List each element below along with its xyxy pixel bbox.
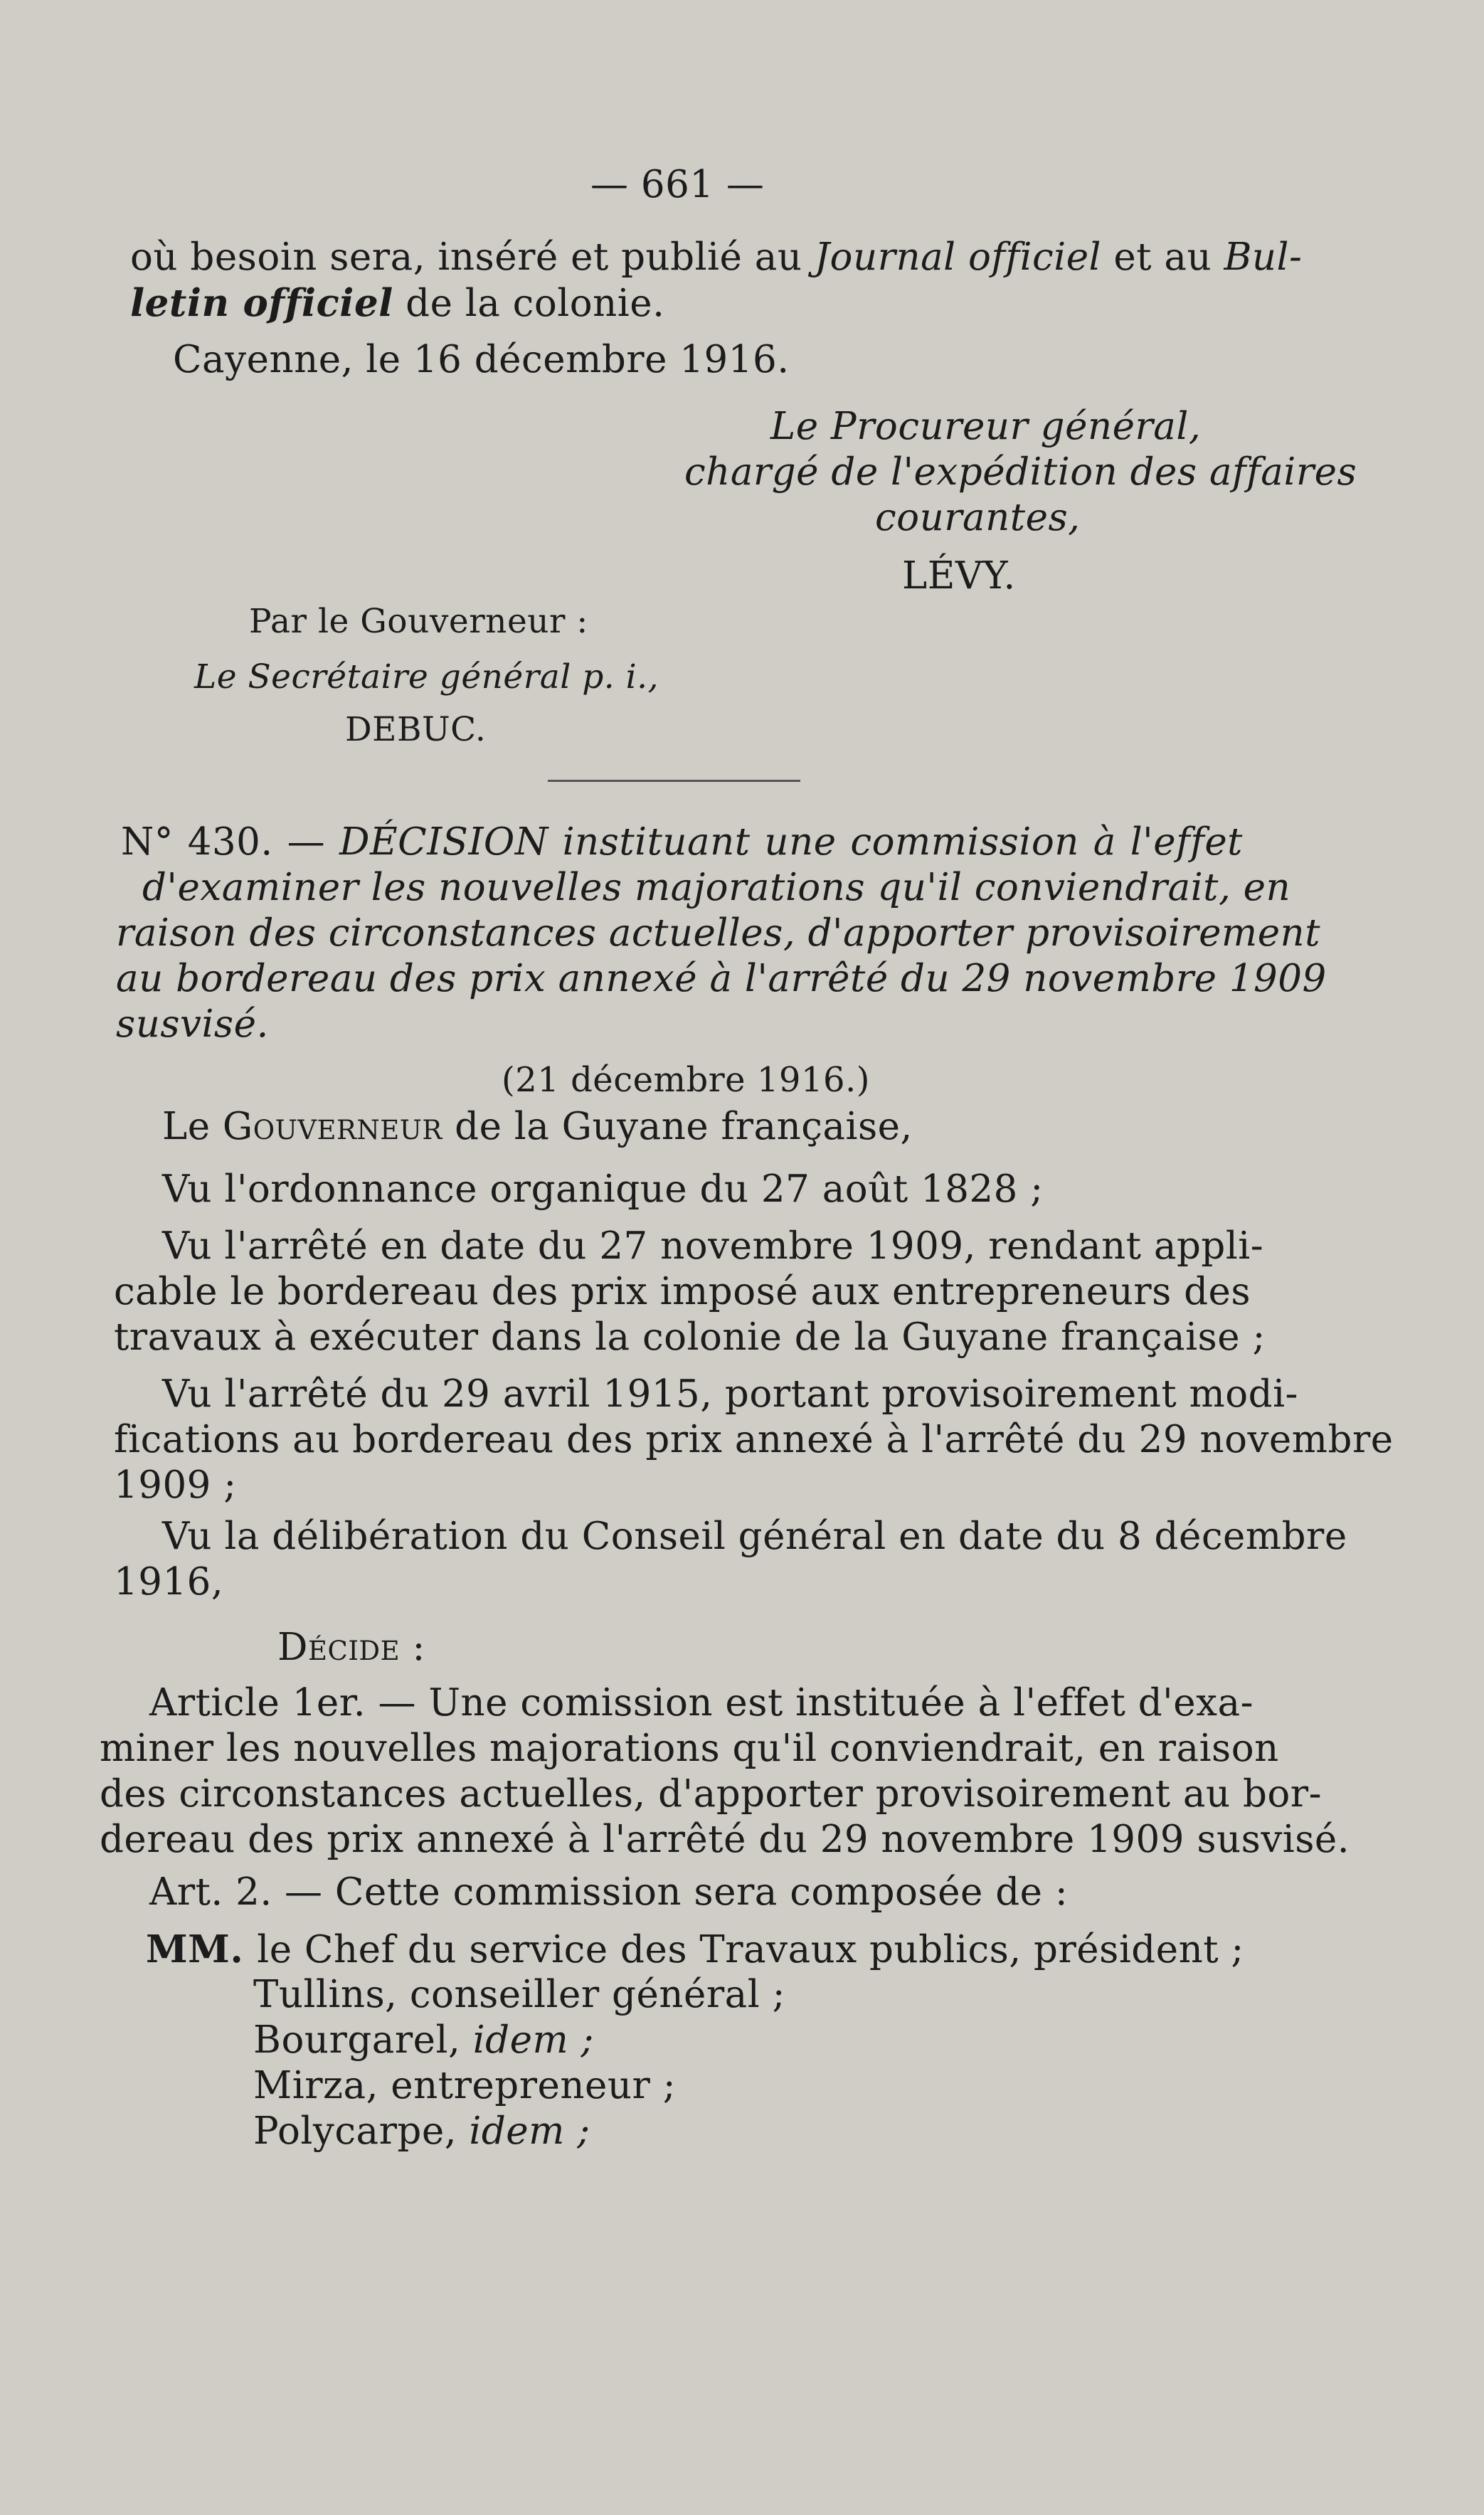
decision-heading-4: au bordereau des prix annexé à l'arrêté du 29 novembre 1909 (116, 957, 1327, 1000)
decision-date: (21 décembre 1916.) (502, 1060, 870, 1100)
decision-heading-5: susvisé. (116, 1002, 269, 1046)
secretaire-general: Le Secrétaire général p. i., (194, 657, 659, 697)
vu-arrete-1915-line-3: 1909 ; (114, 1463, 237, 1507)
member-list-item: Mirza, entrepreneur ; (253, 2064, 677, 2107)
decision-heading-2: d'examiner les nouvelles majorations qu'il conviendrait, en (142, 866, 1291, 909)
intro-line-1: où besoin sera, inséré et publié au Journal officiel et au Bul- (130, 235, 1303, 279)
article-1-line-3: des circonstances actuelles, d'apporter provisoirement au bor- (100, 1772, 1323, 1816)
vu-ordonnance: Vu l'ordonnance organique du 27 août 1828 ; (162, 1168, 1044, 1211)
decide-heading: Décide : (277, 1626, 425, 1669)
vu-deliberation-line-1: Vu la délibération du Conseil général en date du 8 décembre (162, 1515, 1347, 1558)
article-1-line-4: dereau des prix annexé à l'arrêté du 29 novembre 1909 susvisé. (100, 1818, 1350, 1861)
vu-arrete-1909-line-2: cable le bordereau des prix imposé aux entrepreneurs des (114, 1270, 1251, 1313)
vu-arrete-1915-line-2: fications au bordereau des prix annexé à l'arrêté du 29 novembre (114, 1418, 1394, 1461)
vu-arrete-1909-line-3: travaux à exécuter dans la colonie de la Guyane française ; (114, 1315, 1266, 1359)
vu-deliberation-line-2: 1916, (114, 1560, 224, 1604)
intro-line-2: letin officiel de la colonie. (130, 281, 665, 325)
date-line: Cayenne, le 16 décembre 1916. (173, 338, 790, 381)
procureur-title: Le Procureur général, (770, 405, 1202, 448)
vu-arrete-1915-line-1: Vu l'arrêté du 29 avril 1915, portant provisoirement modi- (162, 1372, 1298, 1416)
procureur-name: LÉVY. (902, 554, 1016, 598)
member-list-item: MM. le Chef du service des Travaux publics, président ; (146, 1927, 1244, 1971)
member-list-item: Tullins, conseiller général ; (253, 1973, 785, 2016)
procureur-charge-1: chargé de l'expédition des affaires (684, 450, 1357, 494)
article-1-line-2: miner les nouvelles majorations qu'il conviendrait, en raison (100, 1727, 1279, 1770)
decision-heading-1: N° 430. — DÉCISION instituant une commission à l'effet (121, 820, 1243, 864)
separator-rule (548, 780, 800, 782)
procureur-charge-2: courantes, (875, 496, 1081, 539)
page-number: — 661 — (590, 163, 765, 206)
member-list-item: Polycarpe, idem ; (253, 2109, 590, 2153)
par-le-gouverneur: Par le Gouverneur : (249, 602, 588, 641)
decision-heading-3: raison des circonstances actuelles, d'apporter provisoirement (116, 911, 1320, 955)
member-list-item: Bourgarel, idem ; (253, 2018, 594, 2062)
vu-arrete-1909-line-1: Vu l'arrêté en date du 27 novembre 1909, rendant appli- (162, 1224, 1264, 1268)
article-1-line-1: Article 1er. — Une comission est instituée à l'effet d'exa- (149, 1681, 1254, 1725)
debuc-name: DEBUC. (345, 710, 487, 749)
gouverneur-line: Le Gouverneur de la Guyane française, (162, 1105, 913, 1148)
article-2: Art. 2. — Cette commission sera composée de : (149, 1870, 1069, 1914)
